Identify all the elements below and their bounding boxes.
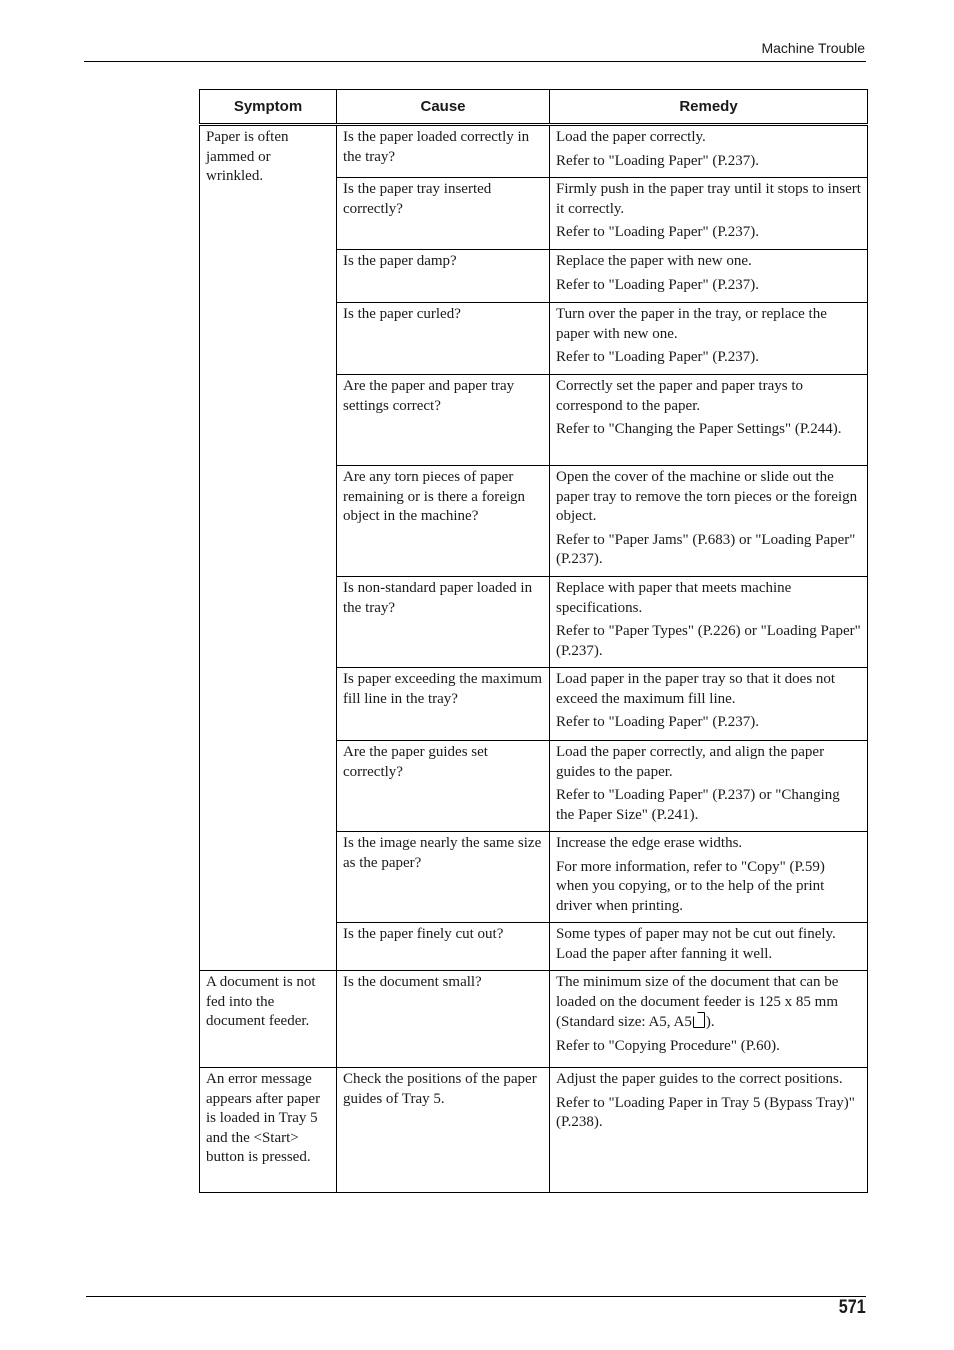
symptom-cell: Paper is often jammed or wrinkled.	[200, 125, 337, 971]
remedy-text: Firmly push in the paper tray until it stops to insert it correctly.	[556, 181, 861, 217]
cause-cell: Is paper exceeding the maximum fill line in the tray?	[337, 668, 550, 741]
symptom-cell: An error message appears after paper is loaded in Tray 5 and the <Start> button is pressed.	[200, 1068, 337, 1193]
remedy-text: Replace with paper that meets machine specifications.	[556, 580, 792, 616]
remedy-reference: For more information, refer to "Copy" (P.59) when you copying, or to the help of the print driver when printing.	[556, 858, 825, 914]
cause-cell: Is the image nearly the same size as the paper?	[337, 832, 550, 923]
remedy-text-part: The minimum size of the document that can be loaded on the document feeder is 125 x 85 mm (Standard size: A5, A5	[556, 974, 839, 1030]
remedy-text: Open the cover of the machine or slide out the paper tray to remove the torn pieces or the foreign object.	[556, 469, 858, 524]
remedy-cell	[550, 577, 868, 668]
table-row	[200, 125, 868, 178]
cause-cell: Is non-standard paper loaded in the tray?	[337, 577, 550, 668]
remedy-text: Turn over the paper in the tray, or replace the paper with new one.	[556, 306, 827, 342]
remedy-text: Load the paper correctly.	[556, 129, 706, 145]
remedy-reference: Refer to "Changing the Paper Settings" (P.244).	[556, 421, 842, 437]
cause-cell: Are any torn pieces of paper remaining or is there a foreign object in the machine?	[337, 466, 550, 577]
footer-divider	[86, 1296, 866, 1297]
cause-cell: Are the paper guides set correctly?	[337, 741, 550, 832]
remedy-reference: Refer to "Loading Paper" (P.237).	[556, 276, 760, 293]
remedy-reference: Refer to "Copying Procedure" (P.60).	[556, 1037, 780, 1054]
remedy-cell	[550, 832, 868, 923]
remedy-text: Some types of paper may not be cut out finely. Load the paper after fanning it well.	[556, 926, 836, 962]
cause-cell: Is the paper tray inserted correctly?	[337, 178, 550, 250]
remedy-reference: Refer to "Paper Jams" (P.683) or "Loading Paper" (P.237).	[556, 531, 856, 567]
remedy-reference: Refer to "Paper Types" (P.226) or "Loading Paper" (P.237).	[556, 623, 861, 659]
remedy-text: Adjust the paper guides to the correct positions.	[556, 1071, 843, 1087]
remedy-text: Replace the paper with new one.	[556, 253, 752, 269]
table-row	[200, 971, 868, 1068]
remedy-reference: Refer to "Loading Paper" (P.237).	[556, 714, 760, 730]
cause-cell: Is the paper damp?	[337, 250, 550, 303]
remedy-text: Correctly set the paper and paper trays to correspond to the paper.	[556, 378, 803, 414]
remedy-text: Load the paper correctly, and align the paper guides to the paper.	[556, 744, 825, 780]
cause-cell: Are the paper and paper tray settings correct?	[337, 375, 550, 466]
remedy-cell	[550, 178, 868, 250]
troubleshooting-table	[199, 89, 868, 1193]
cause-cell: Is the paper finely cut out?	[337, 923, 550, 971]
remedy-cell	[550, 250, 868, 303]
remedy-cell	[550, 923, 868, 971]
column-header-symptom: Symptom	[200, 90, 337, 125]
column-header-remedy: Remedy	[550, 90, 868, 125]
symptom-cell: A document is not fed into the document feeder.	[200, 971, 337, 1068]
column-header-cause: Cause	[337, 90, 550, 125]
remedy-text-part: ).	[705, 1014, 715, 1030]
table-row	[200, 1068, 868, 1193]
remedy-cell	[550, 1068, 868, 1193]
remedy-cell	[550, 668, 868, 741]
remedy-reference: Refer to "Loading Paper" (P.237).	[556, 349, 760, 365]
page-number: 571	[839, 1297, 866, 1318]
remedy-text: Increase the edge erase widths.	[556, 835, 743, 851]
portrait-orientation-icon	[693, 1012, 705, 1028]
remedy-cell	[550, 303, 868, 375]
remedy-cell	[550, 741, 868, 832]
remedy-reference: Refer to "Loading Paper" (P.237).	[556, 152, 760, 169]
cause-cell: Is the paper loaded correctly in the tray?	[337, 125, 550, 178]
remedy-cell	[550, 375, 868, 466]
remedy-cell	[550, 466, 868, 577]
remedy-text	[556, 973, 861, 1033]
remedy-reference: Refer to "Loading Paper" (P.237) or "Changing the Paper Size" (P.241).	[556, 787, 840, 823]
header-divider	[84, 61, 866, 62]
cause-cell: Is the paper curled?	[337, 303, 550, 375]
remedy-reference: Refer to "Loading Paper in Tray 5 (Bypass Tray)" (P.238).	[556, 1094, 855, 1130]
remedy-cell	[550, 971, 868, 1068]
remedy-cell	[550, 125, 868, 178]
table-header-row	[200, 90, 868, 125]
remedy-text: Load paper in the paper tray so that it does not exceed the maximum fill line.	[556, 671, 836, 707]
cause-cell: Check the positions of the paper guides of Tray 5.	[337, 1068, 550, 1193]
cause-cell: Is the document small?	[337, 971, 550, 1068]
remedy-reference: Refer to "Loading Paper" (P.237).	[556, 224, 760, 240]
running-header: Machine Trouble	[761, 40, 865, 56]
